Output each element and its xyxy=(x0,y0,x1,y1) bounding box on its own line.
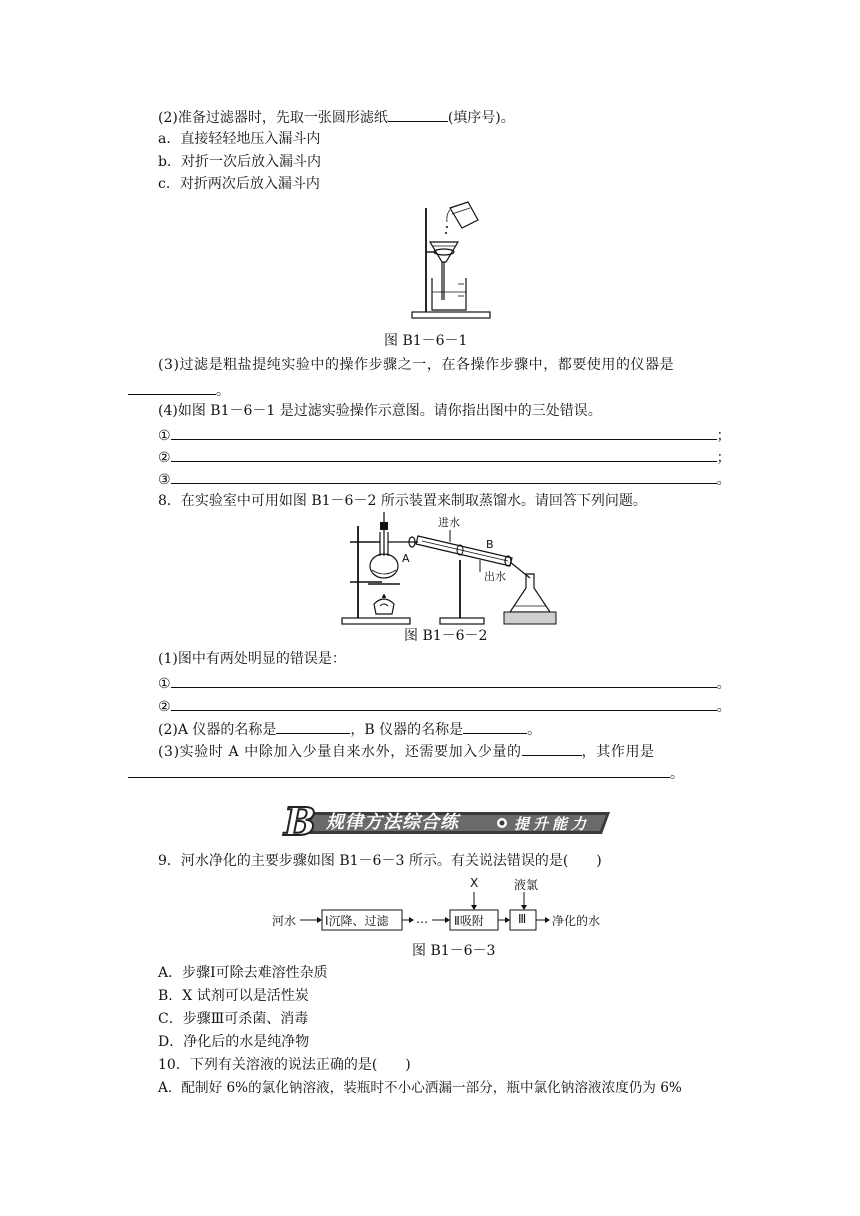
flow-end: 净化的水 xyxy=(552,914,601,928)
label-b: B xyxy=(486,538,494,551)
q8-part1: (1)图中有两处明显的错误是： xyxy=(158,651,346,667)
q7-option-c: c．对折两次后放入漏斗内 xyxy=(158,176,320,192)
q8-error-line-2: ② 。 xyxy=(158,696,731,716)
distillation-apparatus-figure xyxy=(340,508,560,630)
q8-part3: (3)实验时 A 中除加入少量自来水外，还需要加入少量的 ，其作用是 xyxy=(158,741,655,761)
q9-option-b: B．X 试剂可以是活性炭 xyxy=(158,988,309,1004)
answer-blank[interactable] xyxy=(463,719,527,734)
inlet-label: 进水 xyxy=(438,516,460,529)
answer-blank[interactable] xyxy=(276,719,350,734)
q10-stem: 10．下列有关溶液的说法正确的是( ) xyxy=(158,1057,411,1073)
banner-subtitle: 提升能力 xyxy=(514,815,591,833)
banner-letter: B xyxy=(284,799,317,844)
answer-blank[interactable] xyxy=(171,696,717,711)
label-a: A xyxy=(402,552,410,565)
answer-blank[interactable] xyxy=(171,425,717,440)
figure-caption: 图 B1－6－2 xyxy=(404,628,488,644)
q8-part2: (2)A 仪器的名称是 ，B 仪器的名称是 。 xyxy=(158,719,541,739)
banner-title: 规律方法综合练 xyxy=(326,812,459,833)
figure-caption: 图 B1－6－1 xyxy=(384,333,468,349)
outlet-label: 出水 xyxy=(484,570,506,583)
water-purification-flowchart xyxy=(270,874,610,940)
answer-blank[interactable] xyxy=(128,380,216,395)
q7-error-line-2: ② ； xyxy=(158,447,731,467)
q7-error-line-3: ③ 。 xyxy=(158,469,731,489)
q8-stem: 8．在实验室中可用如图 B1－6－2 所示装置来制取蒸馏水。请回答下列问题。 xyxy=(158,493,647,509)
q9-option-a: A．步骤Ⅰ可除去难溶性杂质 xyxy=(158,965,328,981)
answer-blank[interactable] xyxy=(171,447,717,462)
q7-option-b: b．对折一次后放入漏斗内 xyxy=(158,154,321,170)
q10-option-a: A．配制好 6%的氯化钠溶液，装瓶时不小心洒漏一部分，瓶中氯化钠溶液浓度仍为 6% xyxy=(158,1080,682,1096)
answer-blank[interactable] xyxy=(171,673,717,688)
answer-blank[interactable] xyxy=(171,469,717,484)
answer-blank[interactable] xyxy=(388,107,448,122)
q7-error-line-1: ① ； xyxy=(158,425,731,445)
answer-blank[interactable] xyxy=(128,763,670,778)
answer-blank[interactable] xyxy=(522,741,582,756)
q9-option-c: C．步骤Ⅲ可杀菌、消毒 xyxy=(158,1011,309,1027)
q7-part3-answer: 。 xyxy=(128,380,230,400)
flow-reagent-x: X xyxy=(470,876,479,890)
q9-stem: 9．河水净化的主要步骤如图 B1－6－3 所示。有关说法错误的是( ) xyxy=(158,853,602,869)
flow-dots: … xyxy=(416,912,428,926)
flow-reagent-chlorine: 液氯 xyxy=(514,878,539,892)
filtration-apparatus-figure xyxy=(400,200,500,325)
flow-step-1: Ⅰ沉降、过滤 xyxy=(325,914,389,928)
flow-start: 河水 xyxy=(272,914,297,928)
flow-step-2: Ⅱ吸附 xyxy=(454,914,484,928)
q8-part3-answer: 。 xyxy=(128,763,684,783)
q7-part4: (4)如图 B1－6－1 是过滤实验操作示意图。请你指出图中的三处错误。 xyxy=(158,403,602,419)
figure-caption: 图 B1－6－3 xyxy=(412,943,496,959)
section-banner xyxy=(284,799,614,844)
q7-option-a: a．直接轻轻地压入漏斗内 xyxy=(158,131,321,147)
q9-option-d: D．净化后的水是纯净物 xyxy=(158,1034,310,1050)
q7-part2: (2)准备过滤器时，先取一张圆形滤纸 (填序号)。 xyxy=(158,107,515,127)
q7-part3: (3)过滤是粗盐提纯实验中的操作步骤之一，在各操作步骤中，都要使用的仪器是 xyxy=(158,357,675,373)
q8-error-line-1: ① 。 xyxy=(158,673,731,693)
flow-step-3: Ⅲ xyxy=(518,912,527,926)
